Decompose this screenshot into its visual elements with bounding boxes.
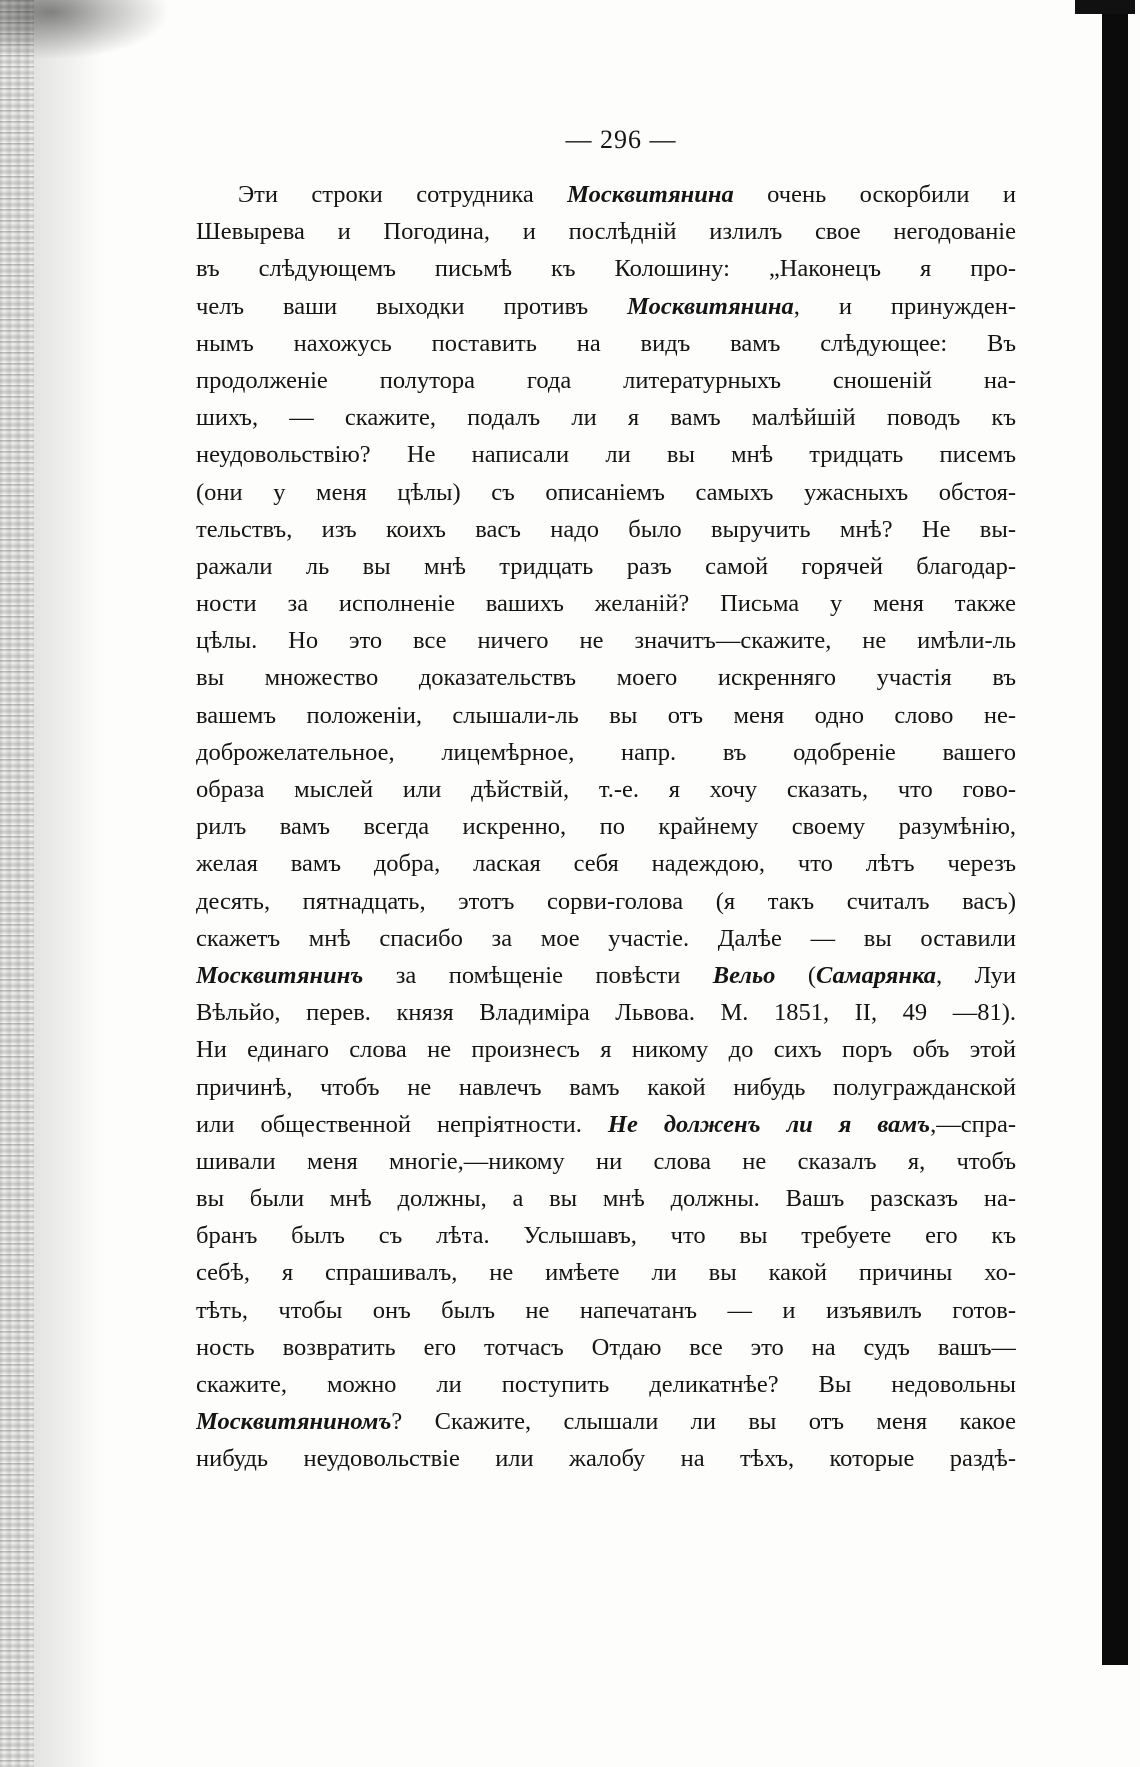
text-segment: челъ ваши выходки противъ (196, 292, 628, 320)
text-segment: рилъ вамъ всегда искренно, по крайнему своему разумѣнію, (196, 813, 1016, 841)
text-segment: , и принужден- (793, 292, 1016, 320)
text-line (196, 1106, 1016, 1143)
text-segment: бранъ былъ съ лѣта. Услышавъ, что вы требуете его къ (196, 1222, 1016, 1250)
text-line (196, 1069, 1016, 1106)
text-segment: тельствъ, изъ коихъ васъ надо было выручить мнѣ? Не вы- (196, 515, 1016, 543)
text-segment: вашемъ положеніи, слышали-ль вы отъ меня одно слово не- (196, 701, 1016, 729)
text-segment: Шевырева и Погодина, и послѣдній излилъ свое негодованіе (196, 218, 1016, 246)
italic-title: Не долженъ ли я вамъ (607, 1110, 931, 1138)
text-segment: продолженіе полутора года литературныхъ сношеній на- (196, 366, 1016, 394)
text-segment: (они у меня цѣлы) съ описаніемъ самыхъ ужасныхъ обстоя- (196, 478, 1016, 506)
text-segment: неудовольствію? Не написали ли вы мнѣ тридцать писемъ (196, 441, 1016, 469)
text-segment: шихъ, — скажите, подалъ ли я вамъ малѣйшій поводъ къ (196, 404, 1016, 432)
text-line (196, 994, 1016, 1031)
text-line (196, 1403, 1016, 1440)
text-line (196, 734, 1016, 771)
text-segment: ,—спра- (930, 1110, 1016, 1138)
text-line (196, 1143, 1016, 1180)
text-line (196, 659, 1016, 696)
text-line (196, 1366, 1016, 1403)
text-segment: скажите, можно ли поступить деликатнѣе? Вы недовольны (196, 1371, 1016, 1398)
text-segment: десять, пятнадцать, этотъ сорви-голова (я такъ считалъ васъ) (196, 887, 1016, 915)
text-segment: причинѣ, чтобъ не навлечъ вамъ какой нибудь полугражданской (196, 1073, 1016, 1101)
italic-title: Вельо (712, 961, 776, 989)
text-segment: Эти строки сотрудника (238, 181, 568, 208)
text-segment: вы были мнѣ должны, а вы мнѣ должны. Вашъ разсказъ на- (196, 1185, 1016, 1213)
text-segment: Ни единаго слова не произнесъ я никому до сихъ поръ объ этой (196, 1036, 1016, 1064)
text-line (196, 399, 1016, 436)
text-line (196, 1031, 1016, 1068)
text-segment: ность возвратить его тотчасъ Отдаю все это на судъ вашъ— (196, 1333, 1016, 1361)
text-segment: , Луи (936, 961, 1016, 989)
text-line (196, 325, 1016, 362)
text-segment: скажетъ мнѣ спасибо за мое участіе. Далѣе — вы оставили (196, 924, 1016, 952)
body-text (196, 120, 1016, 1478)
text-line (196, 474, 1016, 511)
text-line (196, 957, 1016, 994)
text-line (196, 213, 1016, 250)
text-segment: шивали меня многіе,—никому ни слова не сказалъ я, чтобъ (196, 1147, 1016, 1175)
text-segment: вы множество доказательствъ моего искренняго участія въ (196, 664, 1016, 692)
italic-title: Москвитянинъ (196, 961, 364, 989)
text-line (196, 883, 1016, 920)
text-line (196, 436, 1016, 473)
text-line (196, 288, 1016, 325)
text-line (196, 1254, 1016, 1291)
text-line (196, 622, 1016, 659)
scan-edge-fade-left (34, 0, 104, 1767)
text-line (196, 845, 1016, 882)
text-line (196, 1217, 1016, 1254)
text-line (196, 920, 1016, 957)
italic-title: Москвитянина (627, 292, 794, 320)
scan-smudge-top-left (0, 0, 170, 60)
text-segment: Вѣльйо, перев. князя Владиміра Львова. М. 1851, II, 49 —81). (196, 999, 1016, 1027)
text-segment: доброжелательное, лицемѣрное, напр. въ одобреніе вашего (196, 738, 1016, 766)
text-segment: себѣ, я спрашивалъ, не имѣете ли вы какой причины хо- (196, 1259, 1016, 1287)
italic-title: Москвитяниномъ (196, 1408, 392, 1436)
text-segment: ности за исполненіе вашихъ желаній? Письма у меня также (196, 590, 1016, 618)
text-line (196, 1292, 1016, 1329)
text-segment: за помѣщеніе повѣсти (363, 961, 713, 989)
text-line (196, 362, 1016, 399)
text-segment: ( (775, 961, 817, 989)
scan-edge-shadow-left (0, 0, 34, 1767)
text-segment: ? Скажите, слышали ли вы отъ меня какое (391, 1408, 1016, 1436)
text-line (196, 1180, 1016, 1217)
scan-edge-shadow-right (1102, 0, 1128, 1665)
text-line (196, 548, 1016, 585)
text-segment: очень оскорбили и (733, 181, 1016, 208)
text-segment: въ слѣдующемъ письмѣ къ Колошину: „Наконецъ я про- (196, 255, 1016, 283)
scan-edge-shadow-right-top (1075, 0, 1135, 14)
text-segment: желая вамъ добра, лаская себя надеждою, что лѣтъ черезъ (196, 850, 1016, 878)
text-line (196, 1440, 1016, 1477)
text-segment: нымъ нахожусь поставить на видъ вамъ слѣдующее: Въ (196, 329, 1016, 357)
text-segment: тѣть, чтобы онъ былъ не напечатанъ — и изъявилъ готов- (196, 1296, 1016, 1324)
text-segment: образа мыслей или дѣйствій, т.-е. я хочу сказать, что гово- (196, 776, 1016, 803)
text-line (196, 511, 1016, 548)
page-number: — 296 — (565, 125, 677, 154)
text-segment: цѣлы. Но это все ничего не значитъ—скажите, не имѣли-ль (196, 627, 1016, 655)
text-line (196, 771, 1016, 808)
italic-title: Москвитянина (567, 181, 734, 208)
text-line (196, 808, 1016, 845)
text-segment: ражали ль вы мнѣ тридцать разъ самой горячей благодар- (196, 552, 1016, 580)
italic-title: Самарянка (816, 961, 937, 989)
text-segment: нибудь неудовольствіе или жалобу на тѣхъ, которые раздѣ- (196, 1445, 1016, 1473)
text-line (196, 585, 1016, 622)
text-line (196, 250, 1016, 287)
text-line (196, 176, 1016, 213)
text-line (196, 697, 1016, 734)
text-line (196, 1329, 1016, 1366)
text-lines (196, 176, 1016, 1478)
text-segment: или общественной непріятности. (196, 1110, 608, 1138)
